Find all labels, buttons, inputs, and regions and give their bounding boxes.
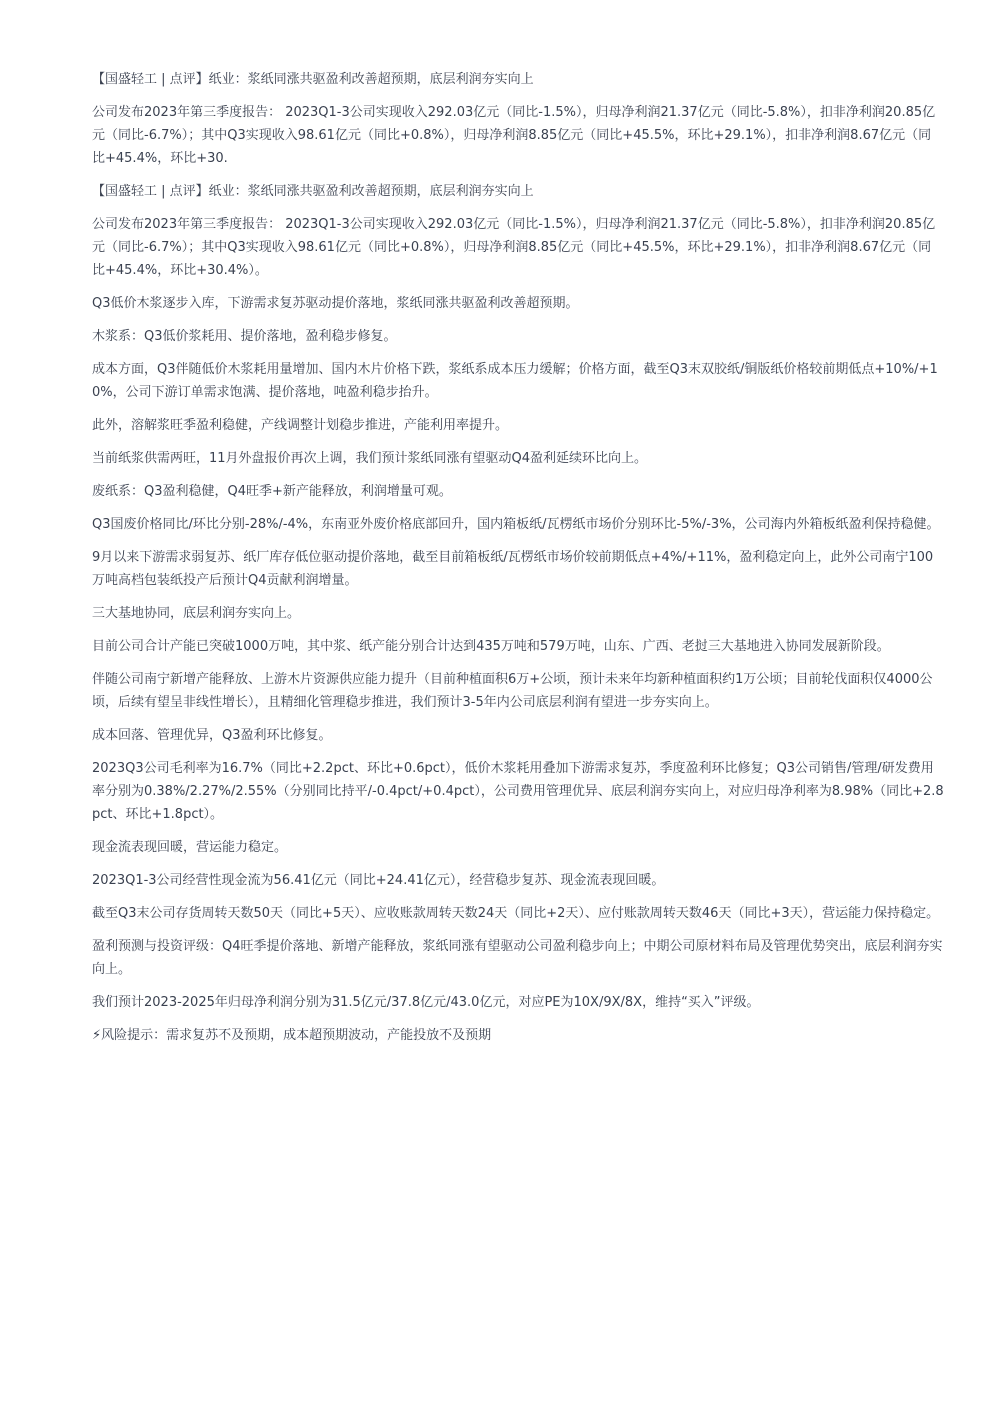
paragraph-capacity: 目前公司合计产能已突破1000万吨，其中浆、纸产能分别合计达到435万吨和579万吨，山东、广西、老挝三大基地进入协同发展新阶段。 xyxy=(92,639,890,654)
paragraph-pulp-outlook: 当前纸浆供需两旺，11月外盘报价再次上调，我们预计浆纸同涨有望驱动Q4盈利延续环比向上。 xyxy=(92,451,648,466)
paragraph-dissolving-pulp: 此外，溶解浆旺季盈利稳健，产线调整计划稳步推进，产能利用率提升。 xyxy=(92,418,509,433)
paragraph-cashflow: 2023Q1-3公司经营性现金流为56.41亿元（同比+24.41亿元），经营稳步复苏、现金流表现回暖。 xyxy=(92,873,665,888)
paragraph-risk-warning: ⚡风险提示：需求复苏不及预期，成本超预期波动，产能投放不及预期 xyxy=(92,1028,492,1043)
paragraph-summary-full: 公司发布2023年第三季度报告： 2023Q1-3公司实现收入292.03亿元（同比-1.5%），归母净利润21.37亿元（同比-5.8%），扣非净利润20.85亿元（同比-6.7%）；其中Q3实现收入98.61亿元（同比+0.8%），归母净利润8.85亿元（同比+45.5%，环比+29.1%），扣非净利润8.67亿元（同比+45.4%，环比+30.4%）。 xyxy=(92,217,936,278)
paragraph-waste-paper-demand: 9月以来下游需求弱复苏、纸厂库存低位驱动提价落地，截至目前箱板纸/瓦楞纸市场价较前期低点+4%/+11%，盈利稳定向上，此外公司南宁100万吨高档包装纸投产后预计Q4贡献利润增量。 xyxy=(92,550,934,588)
paragraph-wood-pulp-cost: 成本方面，Q3伴随低价木浆耗用量增加、国内木片价格下跌，浆纸系成本压力缓解；价格方面，截至Q3末双胶纸/铜版纸价格较前期低点+10%/+10%，公司下游订单需求饱满、提价落地，吨盈利稳步抬升。 xyxy=(92,362,938,400)
paragraph-wood-pulp-heading: 木浆系：Q3低价浆耗用、提价落地，盈利稳步修复。 xyxy=(92,329,397,344)
report-title-repeat: 【国盛轻工 | 点评】纸业：浆纸同涨共驱盈利改善超预期，底层利润夯实向上 xyxy=(92,184,534,199)
paragraph-cashflow-heading: 现金流表现回暖，营运能力稳定。 xyxy=(92,840,288,855)
paragraph-turnover: 截至Q3末公司存货周转天数50天（同比+5天）、应收账款周转天数24天（同比+2天）、应付账款周转天数46天（同比+3天），营运能力保持稳定。 xyxy=(92,906,940,921)
paragraph-bases-heading: 三大基地协同，底层利润夯实向上。 xyxy=(92,606,301,621)
paragraph-waste-paper-heading: 废纸系：Q3盈利稳健，Q4旺季+新产能释放，利润增量可观。 xyxy=(92,484,452,499)
paragraph-summary: 公司发布2023年第三季度报告： 2023Q1-3公司实现收入292.03亿元（同比-1.5%），归母净利润21.37亿元（同比-5.8%），扣非净利润20.85亿元（同比-6.7%）；其中Q3实现收入98.61亿元（同比+0.8%），归母净利润8.85亿元（同比+45.5%，环比+29.1%），扣非净利润8.67亿元（同比+45.4%，环比+30. xyxy=(92,105,936,166)
paragraph-waste-paper-price: Q3国废价格同比/环比分别-28%/-4%，东南亚外废价格底部回升，国内箱板纸/瓦楞纸市场价分别环比-5%/-3%，公司海内外箱板纸盈利保持稳健。 xyxy=(92,517,940,532)
paragraph-forecast-rating: 盈利预测与投资评级：Q4旺季提价落地、新增产能释放，浆纸同涨有望驱动公司盈利稳步向上；中期公司原材料布局及管理优势突出，底层利润夯实向上。 xyxy=(92,939,943,977)
paragraph-q3-overview: Q3低价木浆逐步入库，下游需求复苏驱动提价落地，浆纸同涨共驱盈利改善超预期。 xyxy=(92,296,579,311)
report-title: 【国盛轻工 | 点评】纸业：浆纸同涨共驱盈利改善超预期，底层利润夯实向上 xyxy=(92,72,534,87)
paragraph-profit-forecast: 我们预计2023-2025年归母净利润分别为31.5亿元/37.8亿元/43.0亿元，对应PE为10X/9X/8X，维持“买入”评级。 xyxy=(92,995,760,1010)
paragraph-margin: 2023Q3公司毛利率为16.7%（同比+2.2pct、环比+0.6pct），低价木浆耗用叠加下游需求复苏，季度盈利环比修复；Q3公司销售/管理/研发费用率分别为0.38%/2.27%/2.55%（分别同比持平/-0.4pct/+0.4pct），公司费用管理优异、底层利润夯实向上，对应归母净利率为8.98%（同比+2.8pct、环比+1.8pct）。 xyxy=(92,761,944,822)
paragraph-cost-heading: 成本回落、管理优异，Q3盈利环比修复。 xyxy=(92,728,332,743)
paragraph-nanning-expansion: 伴随公司南宁新增产能释放、上游木片资源供应能力提升（目前种植面积6万+公顷，预计未来年均新种植面积约1万公顷；目前轮伐面积仅4000公顷，后续有望呈非线性增长），且精细化管理稳步推进，我们预计3-5年内公司底层利润有望进一步夯实向上。 xyxy=(92,672,933,710)
document-body xyxy=(92,68,944,1057)
